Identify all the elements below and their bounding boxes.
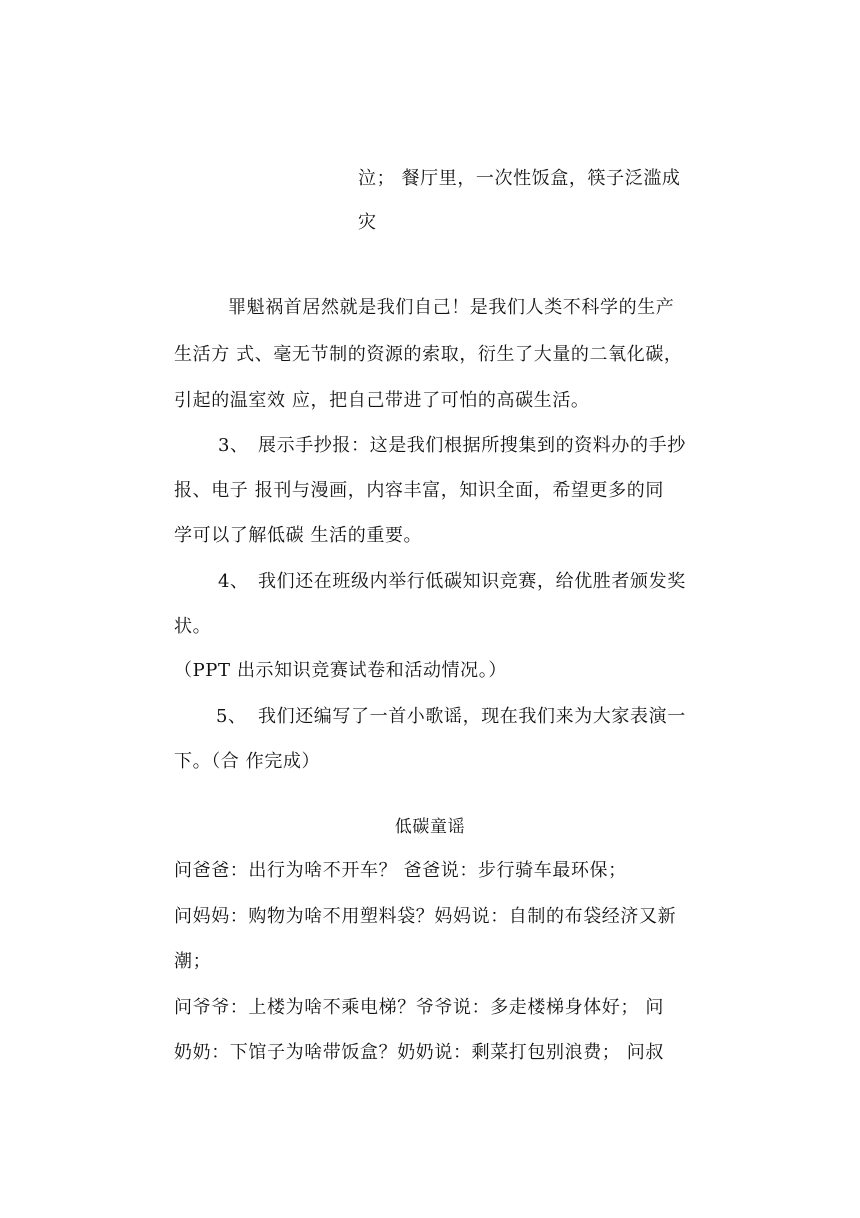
text-line: 状。	[174, 616, 212, 637]
text-line: 生活方 式、毫无节制的资源的索取，衍生了大量的二氧化碳，	[174, 344, 683, 365]
song-line: 潮；	[174, 951, 212, 972]
text-line: 报、电子 报刊与漫画，内容丰富，知识全面，希望更多的同	[174, 480, 664, 501]
text-line: 泣； 餐厅里，一次性饭盒，筷子泛滥成	[358, 168, 681, 189]
text-line: 展示手抄报：这是我们根据所搜集到的资料办的手抄	[258, 435, 686, 456]
song-line: 问爷爷：上楼为啥不乘电梯？爷爷说：多走楼梯身体好； 问	[174, 997, 664, 1018]
text-line: 我们还在班级内举行低碳知识竞赛，给优胜者颁发奖	[258, 571, 686, 592]
text-line: 我们还编写了一首小歌谣，现在我们来为大家表演一	[258, 706, 686, 727]
song-line: 奶奶：下馆子为啥带饭盒？奶奶说：剩菜打包别浪费； 问叔	[174, 1042, 664, 1063]
text-line: 灾	[358, 212, 377, 233]
text-line: 下。（合 作完成）	[174, 751, 321, 772]
item-number: 4、	[218, 571, 249, 592]
text-line: 学可以了解低碳 生活的重要。	[174, 525, 423, 546]
text-line: 引起的温室效 应，把自己带进了可怕的高碳生活。	[174, 390, 590, 411]
ppt-note: （PPT 出示知识竞赛试卷和活动情况。）	[174, 660, 507, 681]
song-title: 低碳童谣	[394, 817, 466, 837]
song-line: 问妈妈：购物为啥不用塑料袋？妈妈说：自制的布袋经济又新	[174, 906, 677, 927]
song-line: 问爸爸：出行为啥不开车？ 爸爸说：步行骑车最环保；	[174, 860, 627, 881]
text-line: 罪魁祸首居然就是我们自己！是我们人类不科学的生产	[228, 297, 675, 318]
item-number: 3、	[218, 435, 249, 456]
item-number: 5、	[216, 706, 247, 727]
